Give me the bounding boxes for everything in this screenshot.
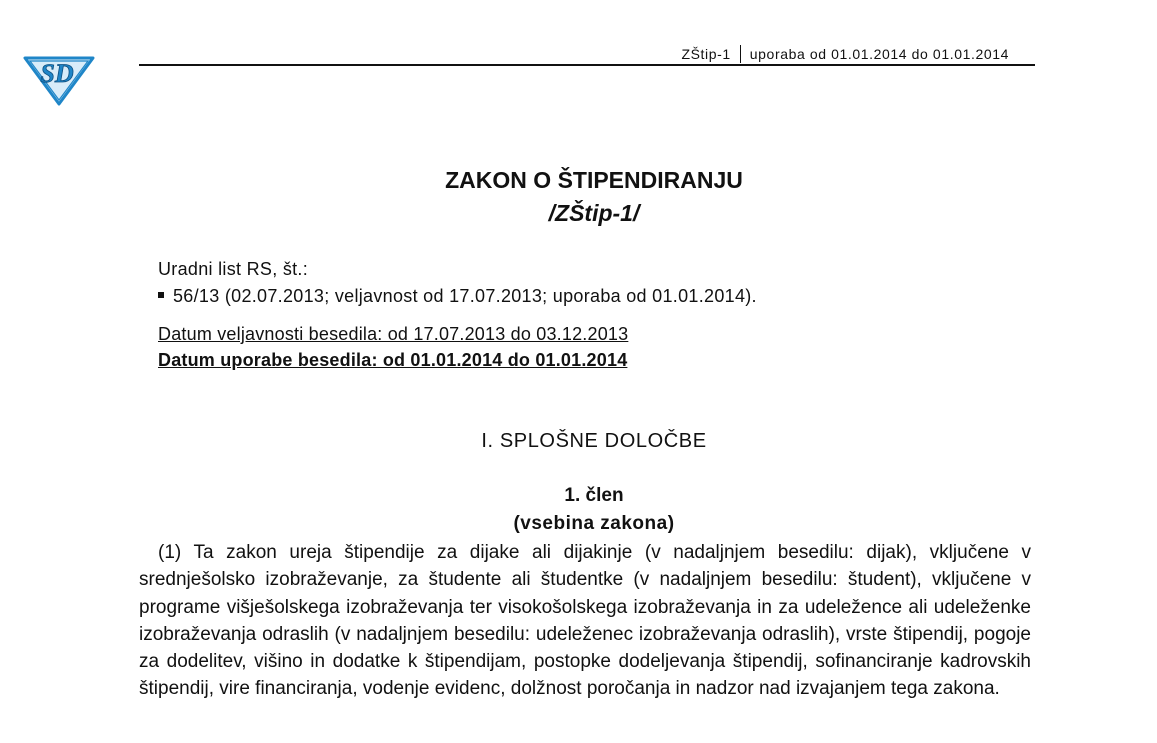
chapter-title: I. SPLOŠNE DOLOČBE (481, 430, 707, 452)
law-abbreviation: /ZŠtip-1/ (548, 200, 640, 226)
running-header (681, 45, 1009, 63)
logo-letters: SD (40, 59, 74, 88)
header-rule (139, 64, 1035, 66)
header-doc-code: ZŠtip-1 (681, 46, 731, 62)
usage-date: Datum uporabe besedila: od 01.01.2014 do 01.01.2014 (158, 350, 628, 370)
gazette-label: Uradni list RS, št.: (158, 259, 309, 279)
validity-date: Datum veljavnosti besedila: od 17.07.2013 do 03.12.2013 (158, 324, 629, 344)
article-heading: (vsebina zakona) (513, 513, 675, 534)
gazette-item (158, 286, 757, 307)
header-usage-period: uporaba od 01.01.2014 do 01.01.2014 (749, 46, 1009, 62)
article-number: 1. člen (564, 485, 624, 506)
bullet-icon (158, 292, 164, 298)
article-paragraph: (1) Ta zakon ureja štipendije za dijake ali dijakinje (v nadaljnjem besedilu: dijak), vključene v srednješolsko izobraževanje, za študente ali študentke (v nadaljnjem besedilu: študent), vključene v programe višješolskega izobraževanja ter visokošolskega izobraževanja in za udeležence ali udeleženke izobraževanja odraslih (v nadaljnjem besedilu: udeleženec izobraževanja odraslih), vrste štipendij, pogoje za dodelitev, višino in dodatke k štipendijam, postopke dodeljevanja štipendij, sofinanciranje kadrovskih štipendij, vire financiranja, vodenje evidenc, dolžnost poročanja in nadzor nad izvajanjem tega zakona. (139, 542, 1031, 700)
law-title: ZAKON O ŠTIPENDIRANJU (445, 167, 743, 193)
sd-logo-icon (22, 48, 96, 106)
gazette-item-text: 56/13 (02.07.2013; veljavnost od 17.07.2013; uporaba od 01.01.2014). (173, 286, 757, 306)
header-separator (740, 45, 741, 63)
